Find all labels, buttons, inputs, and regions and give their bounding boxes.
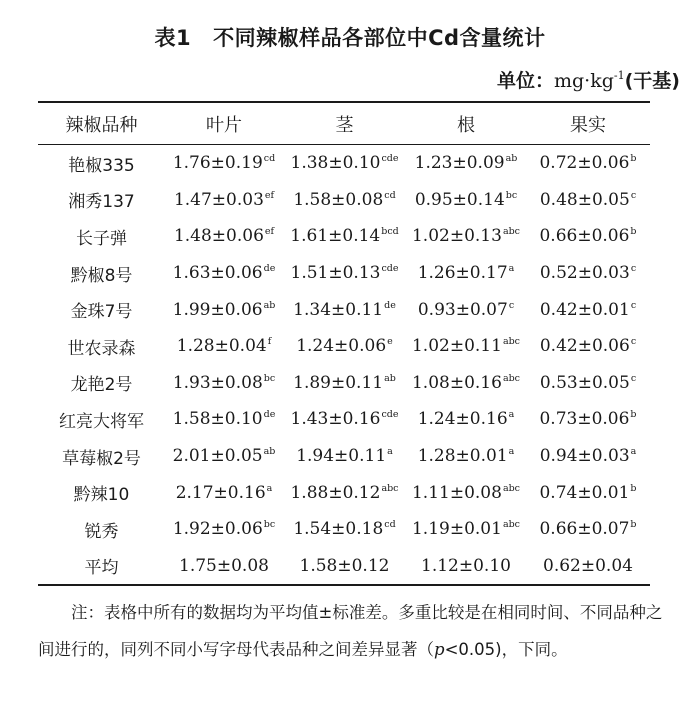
table-row xyxy=(38,438,650,475)
cell-value: 1.58±0.12 xyxy=(299,555,390,576)
cell-value: 1.89±0.11 xyxy=(293,372,384,393)
table-row xyxy=(38,182,650,219)
significance-letters: cde xyxy=(381,409,399,421)
cell-value: 2.01±0.05 xyxy=(172,446,263,467)
table-row xyxy=(38,548,650,586)
significance-letters: c xyxy=(630,263,637,275)
cell-value: 1.02±0.13 xyxy=(411,226,502,247)
variety-name: 黔辣10 xyxy=(73,485,130,506)
cell-value: 0.53±0.05 xyxy=(539,372,630,393)
cell-value: 1.34±0.11 xyxy=(293,299,384,320)
value-cell xyxy=(406,548,526,586)
table-row xyxy=(38,474,650,511)
significance-letters: abc xyxy=(502,336,521,348)
value-cell xyxy=(165,145,283,182)
table-row xyxy=(38,291,650,328)
significance-letters: bc xyxy=(263,372,276,384)
value-cell xyxy=(526,255,650,292)
value-cell xyxy=(406,511,526,548)
cell-value: 0.95±0.14 xyxy=(414,189,505,210)
header-leaf: 叶片 xyxy=(165,102,283,145)
significance-letters: a xyxy=(266,482,273,494)
significance-letters: ef xyxy=(264,226,275,238)
cell-value: 0.94±0.03 xyxy=(539,446,630,467)
table-row xyxy=(38,328,650,365)
cell-value: 1.02±0.11 xyxy=(411,336,502,357)
cell-value: 1.38±0.10 xyxy=(290,153,381,174)
significance-letters: c xyxy=(630,372,637,384)
cell-value: 1.26±0.17 xyxy=(417,263,508,284)
significance-letters: b xyxy=(630,153,637,165)
cell-value: 1.19±0.01 xyxy=(411,519,502,540)
value-cell xyxy=(165,511,283,548)
value-cell xyxy=(283,548,406,586)
value-cell xyxy=(526,548,650,586)
value-cell xyxy=(283,401,406,438)
significance-letters: abc xyxy=(502,519,521,531)
significance-letters: cd xyxy=(384,519,396,531)
unit-value: mg·kg xyxy=(554,70,614,92)
significance-letters: abc xyxy=(502,482,521,494)
cell-value: 0.66±0.06 xyxy=(539,226,630,247)
value-cell xyxy=(526,438,650,475)
cell-value: 1.94±0.11 xyxy=(296,446,387,467)
variety-name: 平均 xyxy=(38,548,165,586)
note-text-end: <0.05)，下同。 xyxy=(444,640,568,659)
value-cell xyxy=(406,255,526,292)
value-cell xyxy=(283,438,406,475)
value-cell xyxy=(165,182,283,219)
significance-letters: de xyxy=(384,299,396,311)
significance-letters: c xyxy=(630,336,637,348)
table-row xyxy=(38,401,650,438)
significance-letters: a xyxy=(508,263,515,275)
cell-value: 0.62±0.04 xyxy=(543,555,633,576)
value-cell xyxy=(165,218,283,255)
value-cell xyxy=(165,291,283,328)
note-p-symbol: p xyxy=(434,640,445,659)
cell-value: 1.11±0.08 xyxy=(411,482,502,503)
table-row xyxy=(38,218,650,255)
value-cell xyxy=(165,474,283,511)
variety-name: 草莓椒2号 xyxy=(62,448,141,469)
cell-value: 0.72±0.06 xyxy=(539,153,630,174)
cell-value: 1.99±0.06 xyxy=(172,299,263,320)
value-cell xyxy=(526,291,650,328)
significance-letters: ab xyxy=(505,153,518,165)
cell-value: 0.48±0.05 xyxy=(539,189,630,210)
table-row xyxy=(38,145,650,182)
cell-value: 1.76±0.19 xyxy=(172,153,263,174)
significance-letters: cd xyxy=(263,153,276,165)
cell-value: 1.24±0.06 xyxy=(296,336,387,357)
significance-letters: e xyxy=(387,336,393,348)
value-cell xyxy=(406,401,526,438)
note-text: 注：表格中所有的数据均为平均值±标准差。多重比较是在相同时间、不同品种之间进行的，同列不同小写字母代表品种之间差异显著（ xyxy=(38,603,663,659)
unit-line xyxy=(497,66,680,93)
cell-value: 1.08±0.16 xyxy=(411,372,502,393)
header-root: 根 xyxy=(406,102,526,145)
variety-name: 红亮大将军 xyxy=(59,411,144,432)
significance-letters: b xyxy=(630,482,637,494)
significance-letters: a xyxy=(387,446,393,458)
value-cell xyxy=(283,145,406,182)
significance-letters: b xyxy=(630,519,637,531)
significance-letters: c xyxy=(508,299,515,311)
value-cell xyxy=(406,218,526,255)
significance-letters: de xyxy=(263,263,276,275)
value-cell xyxy=(526,145,650,182)
value-cell xyxy=(165,438,283,475)
value-cell xyxy=(283,511,406,548)
cell-value: 1.75±0.08 xyxy=(179,555,269,576)
value-cell xyxy=(406,365,526,402)
table-body xyxy=(38,145,650,586)
variety-name: 黔椒8号 xyxy=(70,265,133,286)
value-cell xyxy=(526,365,650,402)
significance-letters: ab xyxy=(384,372,396,384)
significance-letters: abc xyxy=(502,372,521,384)
significance-letters: f xyxy=(267,336,272,348)
value-cell xyxy=(406,182,526,219)
cell-value: 1.28±0.04 xyxy=(176,336,267,357)
variety-name: 艳椒335 xyxy=(68,155,135,176)
unit-basis: (干基) xyxy=(624,70,680,92)
cell-value: 1.43±0.16 xyxy=(290,409,381,430)
value-cell xyxy=(406,145,526,182)
cell-value: 0.73±0.06 xyxy=(539,409,630,430)
value-cell xyxy=(526,511,650,548)
cell-value: 1.12±0.10 xyxy=(421,555,511,576)
significance-letters: ef xyxy=(264,189,275,201)
significance-letters: cde xyxy=(381,153,399,165)
table-number: 表1 xyxy=(154,26,192,50)
significance-letters: a xyxy=(508,409,515,421)
cell-value: 0.42±0.06 xyxy=(539,336,630,357)
value-cell xyxy=(165,548,283,586)
value-cell xyxy=(165,328,283,365)
table-row xyxy=(38,365,650,402)
value-cell xyxy=(406,328,526,365)
significance-letters: bc xyxy=(505,189,518,201)
table-note xyxy=(38,594,664,668)
table-title-text: 不同辣椒样品各部位中Cd含量统计 xyxy=(213,26,546,50)
header-fruit: 果实 xyxy=(526,102,650,145)
significance-letters: bcd xyxy=(381,226,399,238)
unit-exponent: -1 xyxy=(613,69,625,82)
significance-letters: b xyxy=(630,409,637,421)
significance-letters: cde xyxy=(381,263,399,275)
cell-value: 0.74±0.01 xyxy=(539,482,630,503)
cell-value: 0.52±0.03 xyxy=(539,263,630,284)
significance-letters: a xyxy=(508,446,515,458)
variety-name: 金珠7号 xyxy=(70,302,133,323)
significance-letters: c xyxy=(630,299,637,311)
significance-letters: b xyxy=(630,226,637,238)
cell-value: 1.58±0.10 xyxy=(172,409,263,430)
significance-letters: ab xyxy=(263,299,276,311)
cell-value: 1.54±0.18 xyxy=(293,519,384,540)
cell-value: 1.28±0.01 xyxy=(417,446,508,467)
cell-value: 1.24±0.16 xyxy=(417,409,508,430)
significance-letters: bc xyxy=(263,519,276,531)
variety-name: 锐秀 xyxy=(84,521,119,542)
unit-label: 单位： xyxy=(496,70,554,92)
value-cell xyxy=(526,401,650,438)
value-cell xyxy=(526,218,650,255)
cell-value: 1.48±0.06 xyxy=(173,226,264,247)
value-cell xyxy=(283,365,406,402)
significance-letters: abc xyxy=(502,226,521,238)
header-row xyxy=(38,102,650,145)
cell-value: 0.42±0.01 xyxy=(539,299,630,320)
variety-name: 湘秀137 xyxy=(68,192,135,213)
cell-value: 1.63±0.06 xyxy=(172,263,263,284)
cell-value: 1.58±0.08 xyxy=(293,189,384,210)
value-cell xyxy=(406,291,526,328)
cell-value: 1.92±0.06 xyxy=(172,519,263,540)
cell-value: 1.88±0.12 xyxy=(290,482,381,503)
cell-value: 1.51±0.13 xyxy=(290,263,381,284)
significance-letters: ab xyxy=(263,446,276,458)
header-stem: 茎 xyxy=(283,102,406,145)
value-cell xyxy=(165,365,283,402)
header-variety: 辣椒品种 xyxy=(38,102,165,145)
variety-name: 世农录森 xyxy=(67,338,136,359)
table-row xyxy=(38,511,650,548)
table-title xyxy=(0,22,700,52)
significance-letters: cd xyxy=(384,189,396,201)
value-cell xyxy=(526,474,650,511)
cell-value: 1.93±0.08 xyxy=(172,372,263,393)
value-cell xyxy=(283,291,406,328)
significance-letters: c xyxy=(630,189,637,201)
cell-value: 0.66±0.07 xyxy=(539,519,630,540)
value-cell xyxy=(283,474,406,511)
value-cell xyxy=(406,474,526,511)
table-row xyxy=(38,255,650,292)
cell-value: 1.47±0.03 xyxy=(173,189,264,210)
value-cell xyxy=(283,255,406,292)
value-cell xyxy=(526,328,650,365)
cell-value: 0.93±0.07 xyxy=(417,299,508,320)
variety-name: 龙艳2号 xyxy=(70,375,133,396)
cell-value: 1.23±0.09 xyxy=(414,153,505,174)
variety-name: 长子弹 xyxy=(76,228,127,249)
value-cell xyxy=(165,255,283,292)
value-cell xyxy=(526,182,650,219)
significance-letters: a xyxy=(630,446,637,458)
value-cell xyxy=(283,328,406,365)
cell-value: 1.61±0.14 xyxy=(290,226,381,247)
value-cell xyxy=(165,401,283,438)
significance-letters: de xyxy=(263,409,276,421)
cell-value: 2.17±0.16 xyxy=(175,482,266,503)
significance-letters: abc xyxy=(381,482,399,494)
value-cell xyxy=(283,182,406,219)
data-table xyxy=(38,101,650,586)
value-cell xyxy=(283,218,406,255)
value-cell xyxy=(406,438,526,475)
